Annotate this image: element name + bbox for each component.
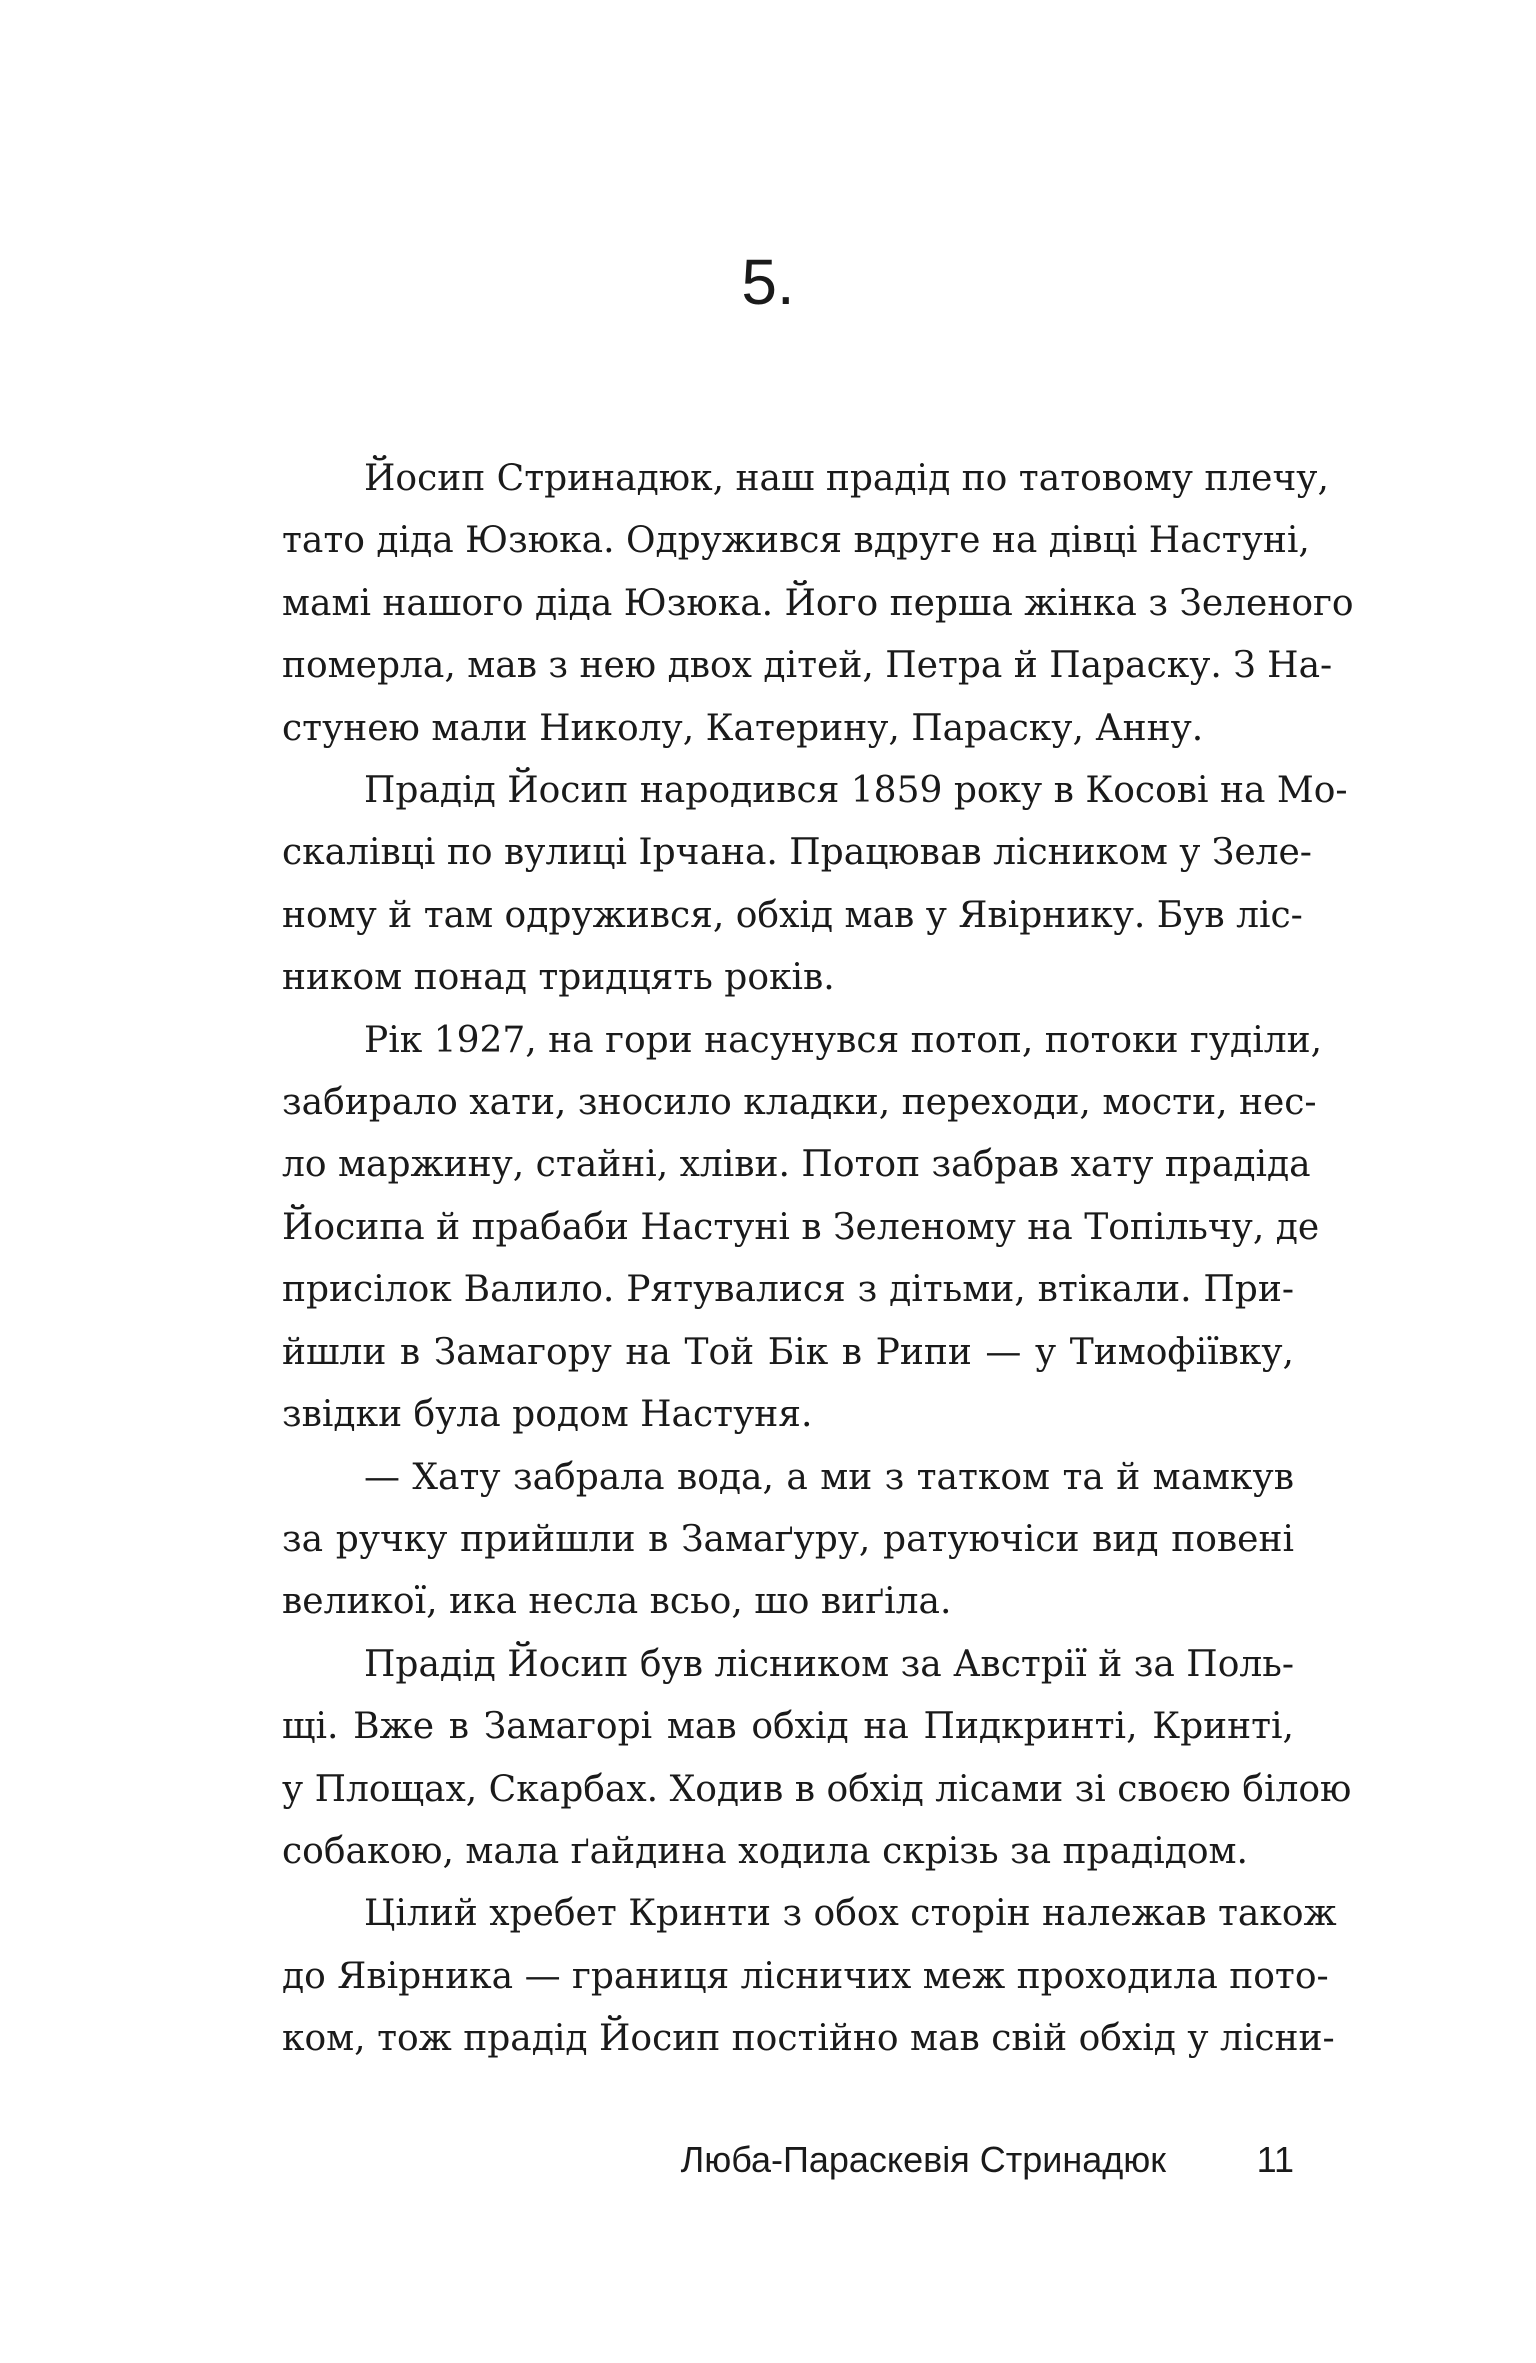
text-line: ником понад тридцять років. (282, 957, 835, 999)
text-line: ком, тож прадід Йосип постійно мав свій обхід у лісни- (282, 2018, 1335, 2060)
text-line: йшли в Замагору на Той Бік в Рипи — у Тимофіївку, (282, 1331, 1294, 1373)
text-line: скалівці по вулиці Ірчана. Працював лісником у Зеле- (282, 832, 1312, 874)
text-line: за ручку прийшли в Замаґуру, ратуючіси вид повені (282, 1518, 1294, 1560)
page-number: 11 (1256, 2139, 1294, 2180)
text-line: звідки була родом Настуня. (282, 1394, 813, 1436)
page-footer (200, 2130, 1294, 2190)
text-line: Йосип Стринадюк, наш прадід по татовому плечу, (364, 458, 1329, 499)
paragraph (200, 760, 1348, 1010)
text-line: забирало хати, зносило кладки, переходи, мости, нес- (282, 1082, 1317, 1124)
text-line: мамі нашого діда Юзюка. Його перша жінка з Зеленого (282, 582, 1354, 624)
text-line: Прадід Йосип був лісником за Австрії й за Поль- (364, 1643, 1294, 1685)
paragraph (200, 448, 1354, 760)
text-line: щі. Вже в Замагорі мав обхід на Пидкринті, Кринті, (282, 1706, 1294, 1748)
text-line: великої, ика несла всьо, шо виґіла. (282, 1581, 952, 1623)
text-line: Йосипа й прабаби Настуні в Зеленому на Топільчу, де (282, 1206, 1320, 1248)
text-line: у Площах, Скарбах. Ходив в обхід лісами зі своєю білою (282, 1768, 1352, 1810)
text-line: ло маржину, стайні, хліви. Потоп забрав хату прадіда (282, 1144, 1311, 1186)
text-line: Прадід Йосип народився 1859 року в Косові на Мо- (364, 770, 1348, 812)
text-line: стунею мали Николу, Катерину, Параску, Анну. (282, 707, 1204, 749)
text-line: собакою, мала ґайдина ходила скрізь за прадідом. (282, 1830, 1248, 1872)
paragraph (200, 1010, 1323, 1447)
text-line: Цілий хребет Кринти з обох сторін належав також (364, 1893, 1337, 1935)
paragraph (200, 1447, 1294, 1634)
text-line: померла, мав з нею двох дітей, Петра й Параску. З На- (282, 645, 1333, 687)
text-line: ному й там одружився, обхід мав у Явірнику. Був ліс- (282, 894, 1303, 936)
text-line: присілок Валило. Рятувалися з дітьми, втікали. При- (282, 1269, 1294, 1311)
text-line: — Хату забрала вода, а ми з татком та й мамкув (364, 1456, 1294, 1498)
paragraph (200, 1634, 1352, 1884)
text-line: Рік 1927, на гори насунувся потоп, потоки гуділи, (364, 1019, 1323, 1061)
running-footer-author: Люба-Параскевія Стринадюк (680, 2139, 1166, 2180)
text-line: до Явірника — границя лісничих меж проходила пото- (282, 1955, 1329, 1997)
paragraph (200, 1883, 1337, 2070)
text-line: тато діда Юзюка. Одружився вдруге на дівці Настуні, (282, 520, 1310, 562)
body-text (200, 448, 1354, 2071)
chapter-number: 5. (741, 246, 795, 318)
